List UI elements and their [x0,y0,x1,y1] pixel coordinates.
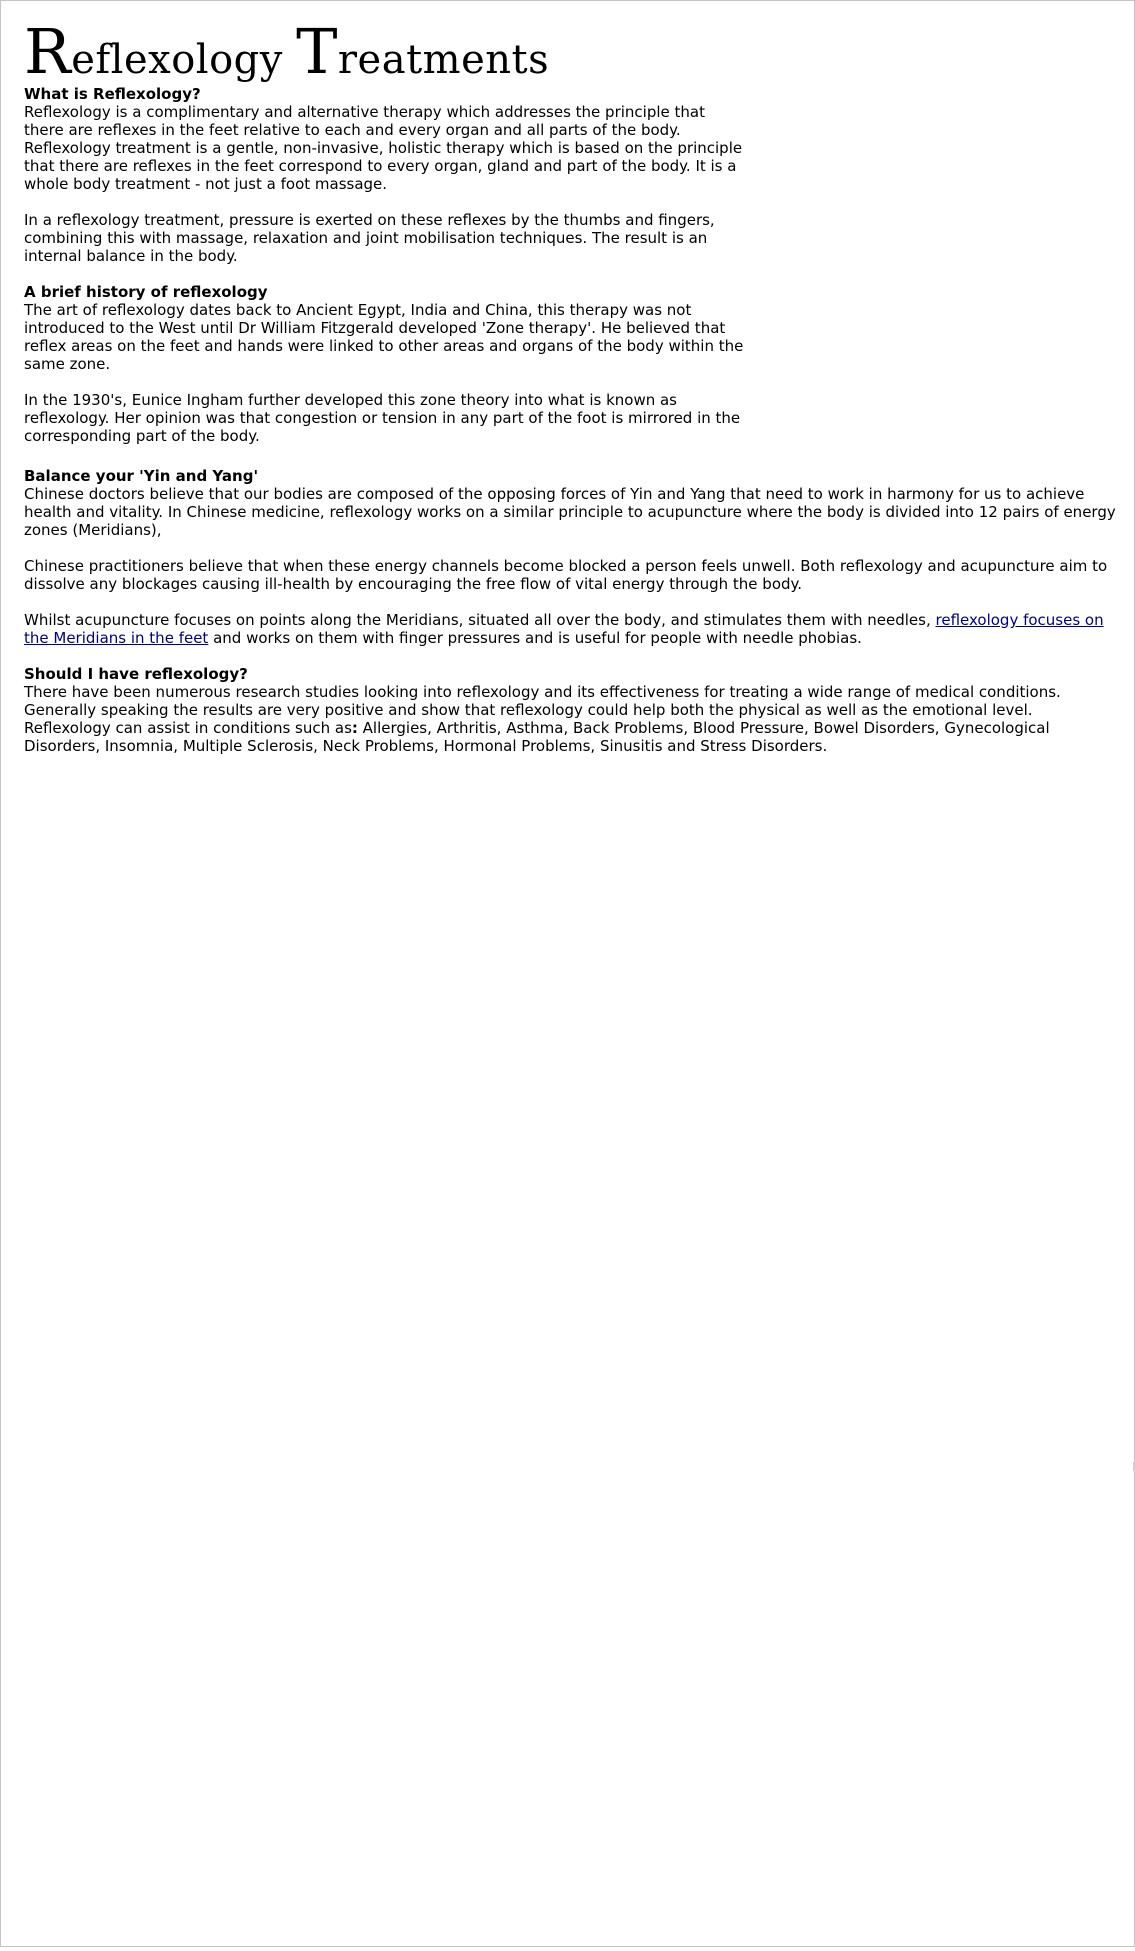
intro-column [24,85,749,445]
balance-paragraph-2: Chinese practitioners believe that when these energy channels become blocked a person feels unwell. Both reflexology and acupuncture aim to dissolve any blockages causing ill-health by encouraging the free flow of vital energy through the body. [24,557,1108,593]
conditions-lead: Reflexology can assist in conditions such as [24,719,352,737]
balance-heading: Balance your 'Yin and Yang' [24,467,259,485]
balance-paragraph-1: Chinese doctors believe that our bodies are composed of the opposing forces of Yin and Yang that need to work in harmony for us to achieve health and vitality. In Chinese medicine, reflexology works on a similar principle to acupuncture where the body is divided into 12 pairs of energy zones (Meridians), [24,485,1116,539]
title-cap-r: R [24,15,72,88]
full-width-column [24,467,1119,755]
balance-p3-after: and works on them with finger pressures and is useful for people with needle phobias. [208,629,862,647]
meridians-feet-link[interactable]: reflexology focuses on the Meridians in the feet [24,611,1104,647]
title-word-2: reatments [337,37,550,83]
title-cap-t: T [296,15,338,88]
history-paragraph-1: The art of reflexology dates back to Ancient Egypt, India and China, this therapy was not introduced to the West until Dr William Fitzgerald developed 'Zone therapy'. He believed that reflex areas on the feet and hands were linked to other areas and organs of the body within the same zone. [24,301,744,373]
should-paragraph-1: There have been numerous research studies looking into reflexology and its effectiveness for treating a wide range of medical conditions. Generally speaking the results are very positive and show that reflexology could help both the physical as well as the emotional level. [24,683,1061,719]
page-title [24,15,1119,88]
conditions-list: Allergies, Arthritis, Asthma, Back Problems, Blood Pressure, Bowel Disorders, Gynecological Disorders, Insomnia, Multiple Sclerosis, Neck Problems, Hormonal Problems, Sinusitis and Stress Disorders. [24,719,1050,755]
should-paragraph-2 [24,719,1119,755]
what-paragraph-2: In a reflexology treatment, pressure is exerted on these reflexes by the thumbs and fingers, combining this with massage, relaxation and joint mobilisation techniques. The result is an internal balance in the body. [24,211,715,265]
should-heading: Should I have reflexology? [24,665,248,683]
what-heading: What is Reflexology? [24,85,201,103]
history-paragraph-2: In the 1930's, Eunice Ingham further developed this zone theory into what is known as reflexology. Her opinion was that congestion or tension in any part of the foot is mirrored in the corresponding part of the body. [24,391,741,445]
balance-paragraph-3 [24,611,1119,647]
what-paragraph-1: Reflexology is a complimentary and alternative therapy which addresses the principle that there are reflexes in the feet relative to each and every organ and all parts of the body. Reflexology treatment is a gentle, non-invasive, holistic therapy which is based on the principle that there are reflexes in the feet correspond to every organ, gland and part of the body. It is a whole body treatment - not just a foot massage. [24,103,743,193]
history-heading: A brief history of reflexology [24,283,268,301]
title-word-1: eflexology [71,37,297,83]
article [24,15,1119,755]
balance-p3-before: Whilst acupuncture focuses on points along the Meridians, situated all over the body, and stimulates them with needles, [24,611,936,629]
conditions-colon: : [351,719,358,737]
